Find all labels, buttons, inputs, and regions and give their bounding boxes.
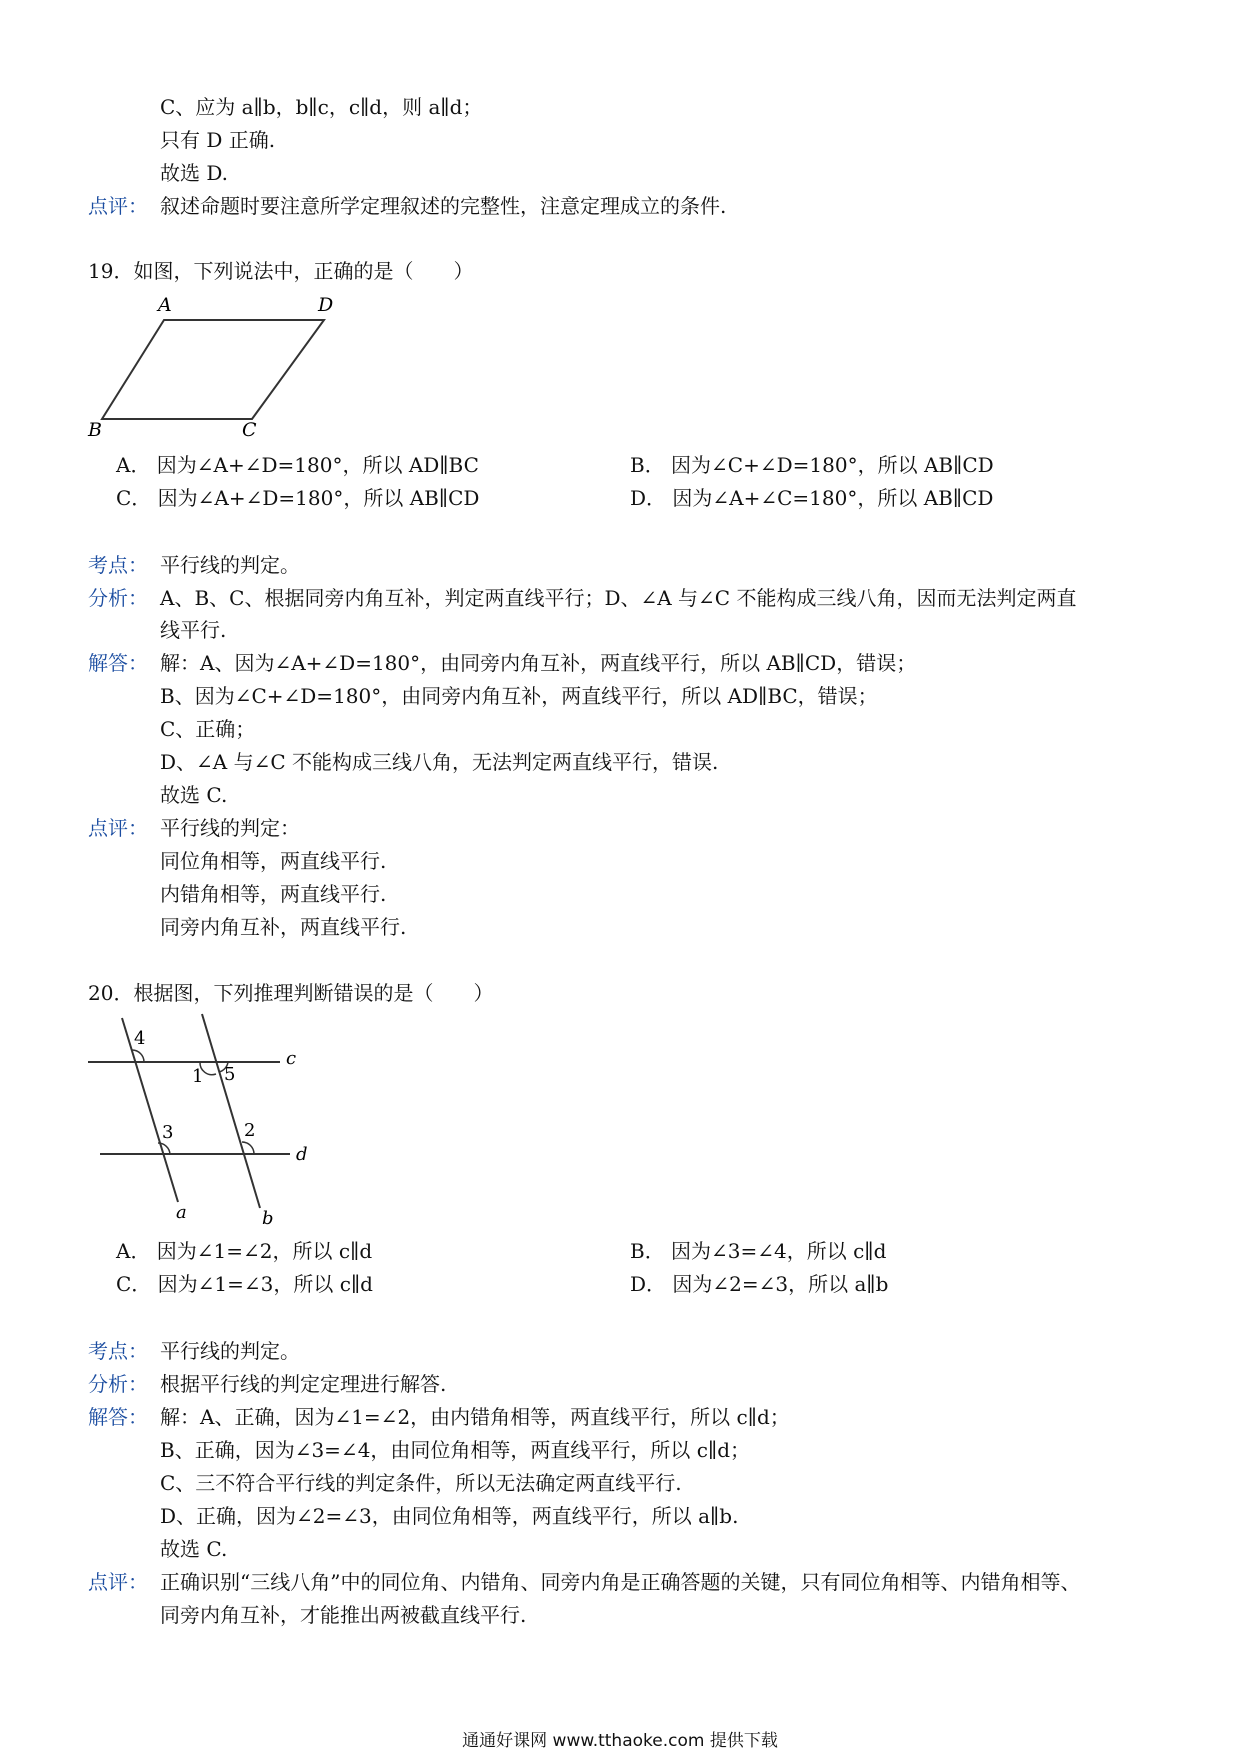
q20-dianping-1: 正确识别“三线八角”中的同位角、内错角、同旁内角是正确答题的关键，只有同位角相等、内错角相等、 <box>160 1570 1081 1594</box>
line-b <box>202 1014 260 1208</box>
q20-jieda-3: C、三不符合平行线的判定条件，所以无法确定两直线平行. <box>160 1471 682 1495</box>
label-B: B <box>88 419 102 441</box>
q19-jieda-2: B、因为∠C+∠D=180°，由同旁内角互补，两直线平行，所以 AD∥BC，错误； <box>160 684 878 708</box>
q20-transversal-figure <box>86 1012 326 1228</box>
q19-dianping-tag: 点评： <box>88 816 148 840</box>
q19-option-c[interactable]: C． 因为∠A+∠D=180°，所以 AB∥CD <box>116 486 480 510</box>
label-5: 5 <box>224 1064 236 1085</box>
q19-jieda-tag: 解答： <box>88 651 148 675</box>
q20-question: 20．根据图，下列推理判断错误的是（ ） <box>88 981 494 1005</box>
q19-dianping-2: 同位角相等，两直线平行. <box>160 849 387 873</box>
label-d: d <box>296 1144 308 1165</box>
q19-kaodian-tag: 考点： <box>88 553 148 577</box>
q18-comment: 叙述命题时要注意所学定理叙述的完整性，注意定理成立的条件. <box>160 194 727 218</box>
q20-option-c[interactable]: C． 因为∠1=∠3，所以 c∥d <box>116 1272 373 1296</box>
label-a: a <box>176 1202 187 1223</box>
q20-dianping-tag: 点评： <box>88 1570 148 1594</box>
label-2: 2 <box>244 1120 256 1141</box>
q20-jieda-tag: 解答： <box>88 1405 148 1429</box>
q18-comment-tag: 点评： <box>88 194 148 218</box>
q20-option-b[interactable]: B． 因为∠3=∠4，所以 c∥d <box>630 1239 887 1263</box>
q20-kaodian: 平行线的判定。 <box>160 1339 300 1363</box>
q19-option-b[interactable]: B． 因为∠C+∠D=180°，所以 AB∥CD <box>630 453 994 477</box>
q20-jieda-2: B、正确，因为∠3=∠4，由同位角相等，两直线平行，所以 c∥d； <box>160 1438 751 1462</box>
q19-dianping-1: 平行线的判定： <box>160 816 300 840</box>
q20-option-a[interactable]: A． 因为∠1=∠2，所以 c∥d <box>116 1239 373 1263</box>
q19-dianping-3: 内错角相等，两直线平行. <box>160 882 387 906</box>
q19-option-a[interactable]: A． 因为∠A+∠D=180°，所以 AD∥BC <box>116 453 479 477</box>
page-footer: 通通好课网 www.tthaoke.com 提供下载 <box>462 1731 778 1751</box>
q19-fenxi-1: A、B、C、根据同旁内角互补，判定两直线平行；D、∠A 与∠C 不能构成三线八角，因而无法判定两直 <box>160 586 1077 610</box>
q19-jieda-5: 故选 C. <box>160 783 228 807</box>
q20-jieda-5: 故选 C. <box>160 1537 228 1561</box>
q19-option-d[interactable]: D． 因为∠A+∠C=180°，所以 AB∥CD <box>630 486 994 510</box>
label-A: A <box>158 294 172 316</box>
q20-fenxi-tag: 分析： <box>88 1372 148 1396</box>
label-4: 4 <box>134 1028 146 1049</box>
label-C: C <box>242 419 257 441</box>
label-D: D <box>318 294 334 316</box>
q20-fenxi: 根据平行线的判定定理进行解答. <box>160 1372 447 1396</box>
q19-kaodian: 平行线的判定。 <box>160 553 300 577</box>
q19-jieda-3: C、正确； <box>160 717 256 741</box>
q19-jieda-4: D、∠A 与∠C 不能构成三线八角，无法判定两直线平行，错误. <box>160 750 719 774</box>
q19-dianping-4: 同旁内角互补，两直线平行. <box>160 915 407 939</box>
q20-jieda-4: D、正确，因为∠2=∠3，由同位角相等，两直线平行，所以 a∥b. <box>160 1504 739 1528</box>
label-c: c <box>286 1048 297 1069</box>
parallelogram-shape <box>102 320 324 419</box>
q19-fenxi-2: 线平行. <box>160 618 227 642</box>
q19-fenxi-tag: 分析： <box>88 586 148 610</box>
q18-line-2: 只有 D 正确. <box>160 128 276 152</box>
q18-line-3: 故选 D. <box>160 161 229 185</box>
q20-dianping-2: 同旁内角互补，才能推出两被截直线平行. <box>160 1603 527 1627</box>
q19-question: 19．如图，下列说法中，正确的是（ ） <box>88 259 474 283</box>
q20-option-d[interactable]: D． 因为∠2=∠3，所以 a∥b <box>630 1272 889 1296</box>
label-3: 3 <box>162 1122 174 1143</box>
q18-line-1: C、应为 a∥b，b∥c，c∥d，则 a∥d； <box>160 95 483 119</box>
q19-parallelogram-figure <box>86 292 346 442</box>
q19-jieda-1: 解：A、因为∠A+∠D=180°，由同旁内角互补，两直线平行，所以 AB∥CD，错误； <box>160 651 917 675</box>
label-b: b <box>262 1208 274 1228</box>
q20-jieda-1: 解：A、正确，因为∠1=∠2，由内错角相等，两直线平行，所以 c∥d； <box>160 1405 790 1429</box>
line-a <box>122 1018 178 1202</box>
q20-kaodian-tag: 考点： <box>88 1339 148 1363</box>
label-1: 1 <box>192 1066 204 1087</box>
